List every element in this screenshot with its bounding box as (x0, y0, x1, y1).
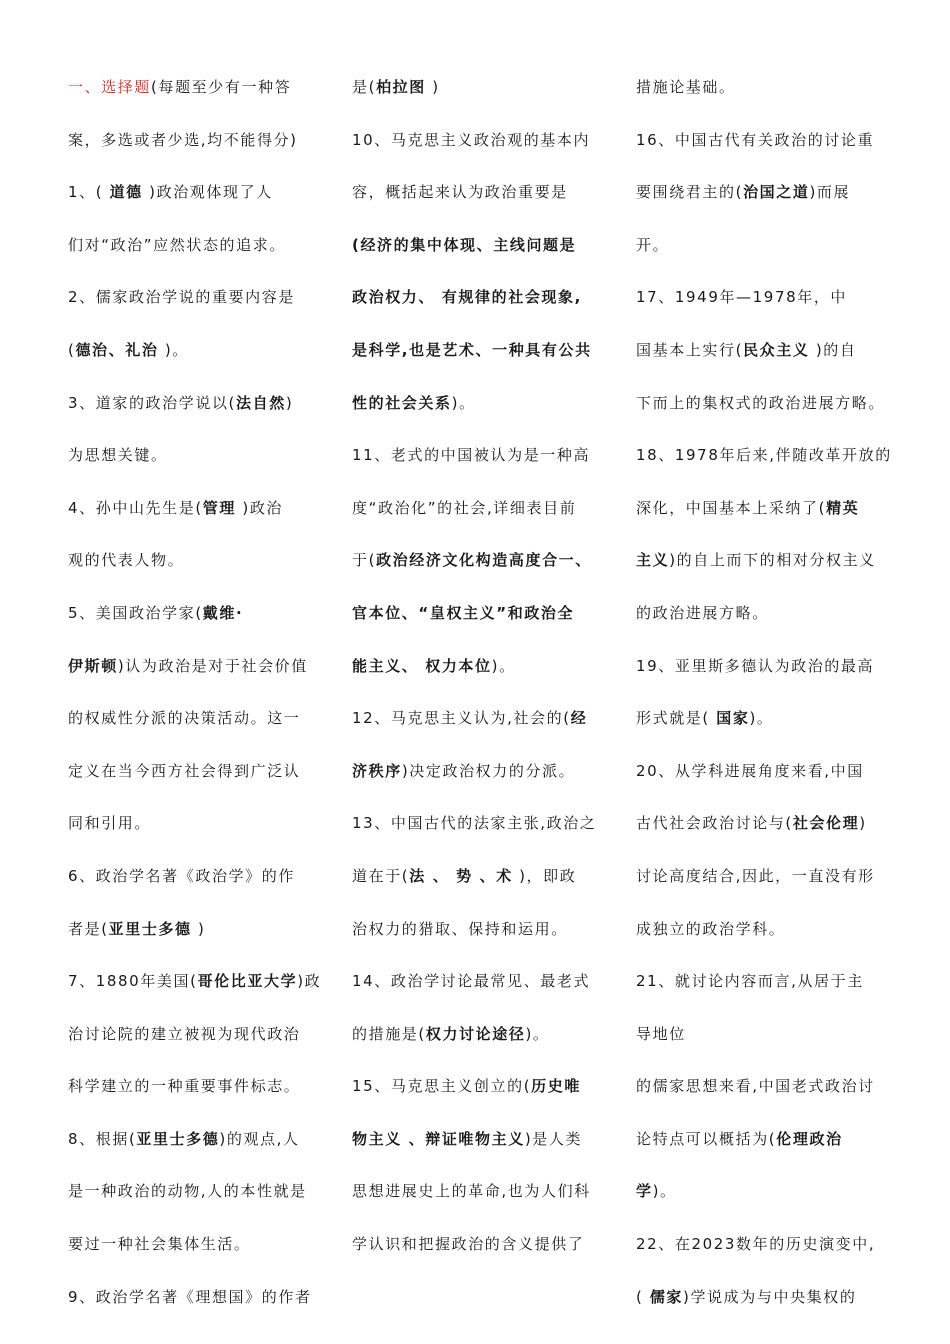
question-text: 措施论基础。 (636, 78, 736, 96)
question-text: 思想进展史上的革命,也为人们科 (352, 1182, 591, 1201)
answer-text: 亚里士多德 (108, 919, 192, 938)
answer-text: 精英 (826, 498, 860, 517)
text-line (352, 914, 614, 967)
text-line (352, 1124, 614, 1177)
question-text: 4、孙中山先生是( (68, 498, 203, 517)
answer-text: 治国之道 (743, 183, 810, 202)
question-text: 讨论高度结合,因此，一直没有形 (636, 866, 875, 885)
text-line (636, 1124, 898, 1177)
question-text: )，即政 (512, 866, 577, 885)
text-line (352, 598, 614, 651)
question-text: 们对“政治”应然状态的追求。 (68, 235, 286, 254)
text-line (352, 493, 614, 546)
question-text: 8、根据( (68, 1129, 137, 1148)
question-text: 深化，中国基本上采纳了( (636, 498, 827, 517)
text-line (352, 703, 614, 756)
answer-text: 能主义、 权力本位 (352, 656, 492, 675)
question-text: 导地位 (636, 1024, 686, 1043)
question-text: 案，多选或者少选,均不能得分) (68, 130, 298, 149)
question-text: 形式就是( (636, 709, 717, 728)
question-text: 论特点可以概括为( (636, 1129, 777, 1148)
text-line (352, 230, 614, 283)
text-line (636, 282, 898, 335)
question-text: )而展 (809, 183, 851, 202)
text-line (636, 756, 898, 809)
question-text: 下而上的集权式的政治进展方略。 (636, 393, 886, 412)
column-right (636, 72, 898, 1334)
question-text: 国基本上实行( (636, 340, 744, 359)
question-text: 12、马克思主义认为,社会的( (352, 709, 571, 728)
question-text: 要围绕君主的( (636, 183, 744, 202)
answer-text: 主义 (636, 551, 670, 570)
text-line (68, 440, 330, 493)
answer-text: 历史唯 (531, 1077, 581, 1096)
question-text: 于( (352, 551, 377, 570)
text-line (68, 1229, 330, 1282)
answer-text: 济秩序 (352, 761, 402, 780)
text-line (352, 756, 614, 809)
text-line (352, 388, 614, 441)
text-line (68, 282, 330, 335)
text-line (352, 545, 614, 598)
text-line (636, 388, 898, 441)
text-line (636, 651, 898, 704)
text-line (68, 1282, 330, 1335)
text-line (352, 1229, 614, 1282)
question-text: 17、1949年—1978年，中 (636, 288, 848, 307)
text-line (68, 545, 330, 598)
text-line (352, 651, 614, 704)
question-text: 22、在2023数年的历史演变中, (636, 1235, 876, 1254)
question-text: )的观点,人 (219, 1129, 300, 1148)
question-text: 科学建立的一种重要事件标志。 (68, 1077, 301, 1096)
text-line (636, 1229, 898, 1282)
text-line (636, 966, 898, 1019)
text-line (636, 914, 898, 967)
text-line (68, 1019, 330, 1072)
text-line (68, 388, 330, 441)
question-text: 14、政治学讨论最常见、最老式 (352, 972, 591, 991)
answer-text: 戴维· (202, 603, 244, 622)
answer-text: 性的社会关系 (352, 393, 452, 412)
text-line (636, 1176, 898, 1229)
question-text: 观的代表人物。 (68, 551, 185, 570)
question-text: )。 (158, 340, 189, 359)
question-text: 一、选择题 (68, 78, 152, 96)
answer-text: 经 (570, 709, 588, 728)
text-line (68, 861, 330, 914)
answer-text: 官本位、“皇权主义”和政治全 (352, 603, 575, 622)
answer-text: 道德 (109, 183, 143, 202)
answer-text: 伦理政治 (776, 1129, 843, 1148)
answer-text: 亚里士多德 (136, 1129, 220, 1148)
answer-text: 社会伦理 (792, 814, 860, 833)
question-text: )。 (491, 656, 516, 675)
question-text: 定义在当今西方社会得到广泛认 (68, 761, 301, 780)
question-text: 13、中国古代的法家主张,政治之 (352, 814, 597, 833)
text-line (352, 177, 614, 230)
question-text: )学说成为与中央集权的 (683, 1287, 857, 1306)
text-line (636, 703, 898, 756)
question-text: )认为政治是对于社会价值 (117, 656, 308, 675)
question-text: )。 (525, 1024, 550, 1043)
text-line (352, 72, 614, 125)
text-line (68, 1071, 330, 1124)
question-text: )是人类 (524, 1129, 583, 1148)
question-text: 11、老式的中国被认为是一种高 (352, 446, 591, 465)
question-text: 21、就讨论内容而言,从居于主 (636, 972, 864, 991)
question-text: ) (425, 78, 440, 96)
question-text: 治权力的猎取、保持和运用。 (352, 919, 568, 938)
text-line (636, 335, 898, 388)
question-text: 2、儒家政治学说的重要内容是 (68, 288, 295, 307)
text-line (636, 545, 898, 598)
question-text: (每题至少有一种答 (151, 78, 292, 96)
answer-text: 民众主义 (743, 340, 810, 359)
question-text: 20、从学科进展角度来看,中国 (636, 761, 864, 780)
question-text: 道在于( (352, 866, 410, 885)
text-line (352, 966, 614, 1019)
column-middle (352, 72, 614, 1282)
text-line (636, 125, 898, 178)
question-text: )决定政治权力的分派。 (401, 761, 576, 780)
answer-text: 儒家 (649, 1287, 684, 1306)
question-text: 为思想关键。 (68, 446, 168, 465)
question-text: 开。 (636, 235, 670, 254)
answer-text: 物主义 、辩证唯物主义 (352, 1129, 525, 1148)
question-text: 治讨论院的建立被视为现代政治 (68, 1024, 301, 1043)
answer-text: 法 、 势 、术 (409, 866, 513, 885)
question-text: 成独立的政治学科。 (636, 919, 786, 938)
question-text: 的儒家思想来看,中国老式政治讨 (636, 1077, 875, 1096)
text-line (636, 440, 898, 493)
answer-text: 德治、礼治 (75, 340, 159, 359)
question-text: 10、马克思主义政治观的基本内 (352, 130, 591, 149)
text-line (68, 1176, 330, 1229)
question-text: )的自 (809, 340, 857, 359)
answer-text: 法自然 (236, 393, 286, 412)
text-line (68, 335, 330, 388)
question-text: 18、1978年后来,伴随改革开放的 (636, 446, 892, 465)
text-line (68, 703, 330, 756)
question-text: 要过一种社会集体生活。 (68, 1235, 251, 1254)
column-left (68, 72, 330, 1334)
question-text: )。 (652, 1182, 677, 1201)
answer-text: 柏拉图 (376, 78, 426, 96)
question-text: 学认识和把握政治的含义提供了 (352, 1235, 585, 1254)
text-line (352, 1071, 614, 1124)
question-text: ) (285, 393, 294, 412)
question-text: 的权威性分派的决策活动。这一 (68, 709, 301, 728)
text-line (636, 861, 898, 914)
text-line (636, 1282, 898, 1335)
question-text: )的自上而下的相对分权主义 (669, 551, 876, 570)
answer-text: 政治权力、 有规律的社会现象, (352, 288, 582, 307)
text-line (352, 808, 614, 861)
text-line (352, 282, 614, 335)
question-text: 的措施是( (352, 1024, 426, 1043)
question-text: )。 (749, 709, 774, 728)
text-line (352, 440, 614, 493)
text-line (352, 1176, 614, 1229)
text-line (68, 914, 330, 967)
question-text: 9、政治学名著《理想国》的作者 (68, 1287, 312, 1306)
text-line (68, 1124, 330, 1177)
question-text: )政治 (236, 498, 284, 517)
question-text: ( (68, 340, 76, 359)
question-text: )政 (297, 972, 322, 991)
question-text: 同和引用。 (68, 814, 152, 833)
text-line (68, 72, 330, 125)
question-text: ( (636, 1287, 650, 1306)
text-line (636, 1071, 898, 1124)
question-text: 3、道家的政治学说以( (68, 393, 236, 412)
answer-text: 学 (636, 1182, 653, 1201)
text-line (68, 230, 330, 283)
question-text: 1、( (68, 183, 110, 202)
text-line (68, 966, 330, 1019)
text-line (636, 177, 898, 230)
text-line (68, 756, 330, 809)
question-text: 古代社会政治讨论与( (636, 814, 793, 833)
text-line (352, 1019, 614, 1072)
text-line (636, 598, 898, 651)
answer-text: 是科学,也是艺术、一种具有公共 (352, 340, 592, 359)
text-line (352, 335, 614, 388)
answer-text: (经济的集中体现、主线问题是 (352, 235, 577, 254)
question-text: 度“政治化”的社会,详细表目前 (352, 498, 577, 517)
question-text: 15、马克思主义创立的( (352, 1077, 532, 1096)
answer-text: 伊斯顿 (68, 656, 118, 675)
text-line (352, 861, 614, 914)
answer-text: 国家 (716, 709, 750, 728)
text-line (636, 1019, 898, 1072)
text-line (68, 651, 330, 704)
text-line (636, 808, 898, 861)
answer-text: 管理 (202, 498, 236, 517)
question-text: 7、1880年美国( (68, 972, 198, 991)
question-text: ) (191, 919, 206, 938)
question-text: ) (859, 814, 867, 833)
question-text: 5、美国政治学家( (68, 603, 203, 622)
text-line (636, 230, 898, 283)
answer-text: 政治经济文化构造高度合一、 (376, 551, 592, 570)
question-text: 是一种政治的动物,人的本性就是 (68, 1182, 307, 1201)
text-line (68, 125, 330, 178)
text-line (68, 493, 330, 546)
text-line (68, 598, 330, 651)
question-text: 16、中国古代有关政治的讨论重 (636, 130, 875, 149)
question-text: )。 (451, 393, 476, 412)
question-text: 19、亚里斯多德认为政治的最高 (636, 656, 875, 675)
question-text: 6、政治学名著《政治学》的作 (68, 866, 295, 885)
question-text: )政治观体现了人 (142, 183, 273, 202)
text-line (352, 125, 614, 178)
text-line (68, 177, 330, 230)
text-line (636, 493, 898, 546)
text-line (68, 808, 330, 861)
question-text: 容，概括起来认为政治重要是 (352, 183, 568, 202)
question-text: 的政治进展方略。 (636, 603, 769, 622)
question-text: 者是( (68, 919, 109, 938)
answer-text: 权力讨论途径 (425, 1024, 526, 1043)
answer-text: 哥伦比亚大学 (197, 972, 298, 991)
question-text: 是( (352, 78, 377, 96)
text-line (636, 72, 898, 125)
